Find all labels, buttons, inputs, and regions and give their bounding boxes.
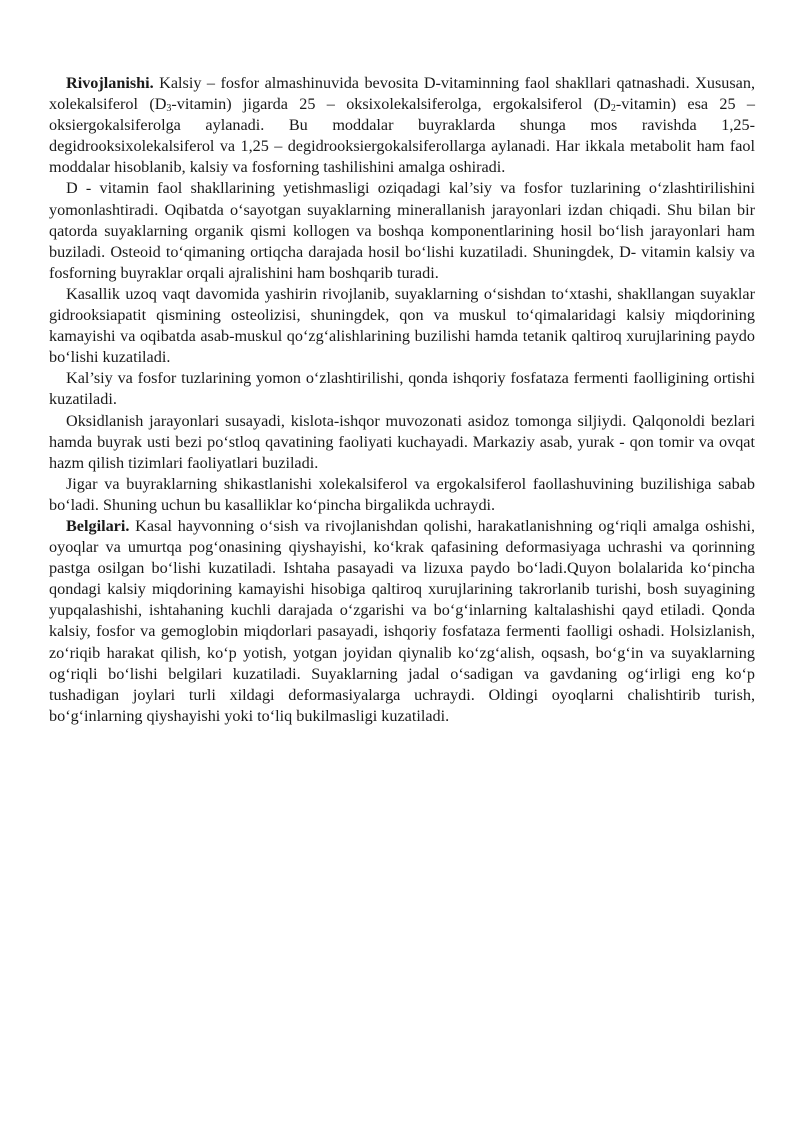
section-heading-belgilari: Belgilari. <box>66 516 130 535</box>
paragraph-text: -vitamin) jigarda 25 – oksixolekalsiferolga, ergokalsiferol (D <box>171 95 611 114</box>
paragraph-text: Kalsiy – fosfor almashinuvida bevosita D-vitaminning faol shakllari qatnashadi. Xususan, xolekalsiferol (D <box>49 74 755 114</box>
subscript: 2 <box>610 103 616 115</box>
paragraph-rivojlanishi <box>49 73 755 178</box>
paragraph: D - vitamin faol shakllarining yetishmasligi oziqadagi kal’siy va fosfor tuzlarining o‘zlashtirilishini yomonlashtiradi. Oqibatda o‘sayotgan suyaklarning minerallanish jarayonlari izdan chiqadi. Shu bilan bir qatorda suyaklarning organik qismi kollogen va boshqa komponentlarining hosil bo‘lish jarayonlari ham buziladi. Osteoid to‘qimaning ortiqcha darajada hosil bo‘lishi kuzatiladi. Shuningdek, D- vitamin kalsiy va fosforning buyraklar orqali ajralishini ham boshqarib turadi. <box>49 179 755 282</box>
document-page <box>49 73 755 727</box>
paragraph: Oksidlanish jarayonlari susayadi, kislota-ishqor muvozonati asidoz tomonga siljiydi. Qalqonoldi bezlari hamda buyrak usti bezi po‘stloq qavatining faoliyati kuchayadi. Markaziy asab, yurak - qon tomir va ovqat hazm qilish tizimlari faoliyatlari buziladi. <box>49 411 755 472</box>
paragraph: Kal’siy va fosfor tuzlarining yomon o‘zlashtirilishi, qonda ishqoriy fosfataza fermenti faolligining ortishi kuzatiladi. <box>49 369 755 409</box>
paragraph-text: -vitamin) esa 25 – oksiergokalsiferolga aylanadi. Bu moddalar buyraklarda shunga mos ravishda 1,25-degidrooksixolekalsiferol va 1,25 – degidrooksiergokalsiferollarga aylanadi. Har ikkala metabolit ham faol moddalar hisoblanib, kalsiy va fosforning tashilishini amalga oshiradi. <box>49 95 756 177</box>
paragraph-belgilari <box>49 516 755 727</box>
subscript: 3 <box>166 103 172 115</box>
paragraph: Jigar va buyraklarning shikastlanishi xolekalsiferol va ergokalsiferol faollashuvining buzilishiga sabab bo‘ladi. Shuning uchun bu kasalliklar ko‘pincha birgalikda uchraydi. <box>49 474 755 514</box>
paragraph: Kasallik uzoq vaqt davomida yashirin rivojlanib, suyaklarning o‘sishdan to‘xtashi, shakllangan suyaklar gidrooksiapatit qismining osteolizisi, shuningdek, qon va muskul to‘qimalaridagi kalsiy miqdorining kamayishi va oqibatda asab-muskul qo‘zg‘alishlarining buzilishi hamda tetanik qaltiroq xurujlarining paydo bo‘lishi kuzatiladi. <box>49 284 755 367</box>
paragraph-text: Kasal hayvonning o‘sish va rivojlanishdan qolishi, harakatlanishning og‘riqli amalga oshishi, oyoqlar va umurtqa pog‘onasining qiyshayishi, ko‘krak qafasining deformasiyaga uchrashi va qorinning pastga osilgan bo‘lishi kuzatiladi. Ishtaha pasayadi va lizuxa paydo bo‘ladi.Quyon bolalarida ko‘pincha qondagi kalsiy miqdorining kamayishi hisobiga qaltiroq xurujlarining takrorlanib turishi, bosh suyagining yupqalashishi, ishtahaning kuchli darajada o‘zgarishi va bo‘g‘inlarning kaltalashishi qayd etiladi. Qonda kalsiy, fosfor va gemoglobin miqdorlari pasayadi, ishqoriy fosfataza fermenti faolligi oshadi. Holsizlanish, zo‘riqib harakat qilish, ko‘p yotish, yotgan joyidan qiynalib ko‘zg‘alish, oqsash, bo‘g‘in va suyaklarning og‘riqli bo‘lishi belgilari kuzatiladi. Suyaklarning jadal o‘sadigan va gavdaning og‘irligi eng ko‘p tushadigan joylari turli xildagi deformasiyalarga uchraydi. Oldingi oyoqlarni chalishtirib turish, bo‘g‘inlarning qiyshayishi yoki to‘liq bukilmasligi kuzatiladi. <box>49 516 755 725</box>
section-heading-rivojlanishi: Rivojlanishi. <box>66 74 154 92</box>
